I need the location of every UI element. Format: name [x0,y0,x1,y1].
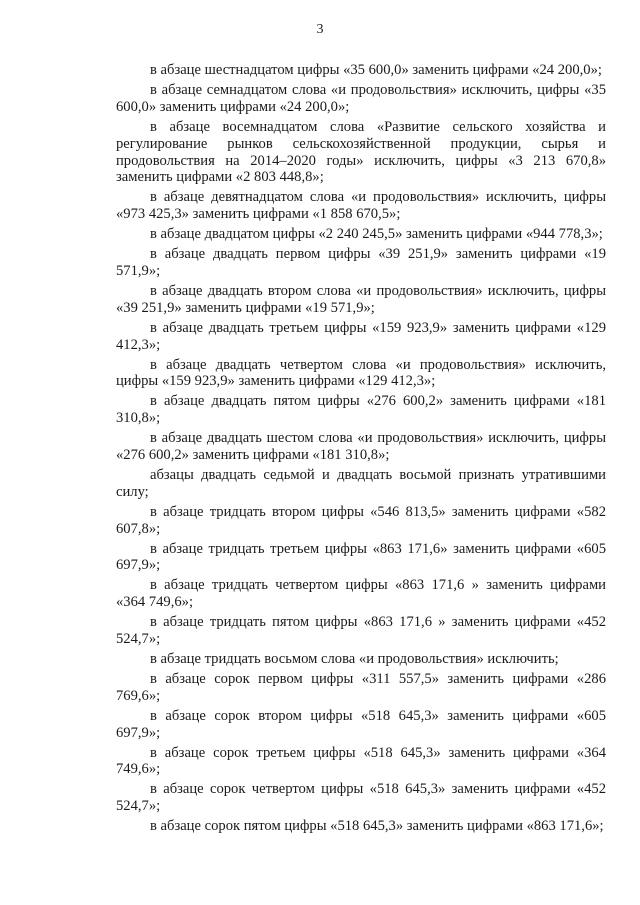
amendment-paragraph: в абзаце сорок четвертом цифры «518 645,3» заменить цифрами «452 524,7»; [116,781,606,815]
amendment-paragraph: в абзаце двадцать четвертом слова «и продовольствия» исключить, цифры «159 923,9» заменить цифрами «129 412,3»; [116,356,606,390]
amendment-paragraph: в абзаце двадцать третьем цифры «159 923,9» заменить цифрами «129 412,3»; [116,319,606,353]
amendment-paragraph: в абзаце шестнадцатом цифры «35 600,0» заменить цифрами «24 200,0»; [150,62,602,78]
amendment-paragraph: в абзаце восемнадцатом слова «Развитие сельского хозяйства и регулирование рынков сельскохозяйственной продукции, сырья и продовольствия на 2014–2020 годы» исключить, цифры «3 213 670,8» заменить цифрами «2 803 448,8»; [116,118,606,186]
amendment-paragraph: в абзаце тридцать пятом цифры «863 171,6 » заменить цифрами «452 524,7»; [116,614,606,648]
amendment-paragraph: в абзаце сорок пятом цифры «518 645,3» заменить цифрами «863 171,6»; [150,818,604,835]
amendment-paragraph: в абзаце двадцатом цифры «2 240 245,5» заменить цифрами «944 778,3»; [150,226,603,243]
amendment-paragraph: в абзаце двадцать первом цифры «39 251,9» заменить цифрами «19 571,9»; [116,246,606,279]
amendment-paragraph: в абзаце двадцать шестом слова «и продовольствия» исключить, цифры «276 600,2» заменить цифрами «181 310,8»; [116,430,606,464]
amendment-paragraph: в абзаце тридцать четвертом цифры «863 171,6 » заменить цифрами «364 749,6»; [116,577,606,611]
amendment-paragraph: в абзаце тридцать третьем цифры «863 171,6» заменить цифрами «605 697,9»; [116,540,606,574]
amendment-paragraph: в абзаце сорок третьем цифры «518 645,3» заменить цифрами «364 749,6»; [116,744,606,778]
amendment-paragraph: абзацы двадцать седьмой и двадцать восьмой признать утратившими силу; [116,466,606,500]
amendment-list [116,62,606,838]
amendment-paragraph: в абзаце сорок первом цифры «311 557,5» заменить цифрами «286 769,6»; [116,670,606,704]
page-number: 3 [316,22,324,37]
amendment-paragraph: в абзаце девятнадцатом слова «и продовольствия» исключить, цифры «973 425,3» заменить цифрами «1 858 670,5»; [116,189,606,223]
amendment-paragraph: в абзаце двадцать пятом цифры «276 600,2» заменить цифрами «181 310,8»; [116,393,606,427]
amendment-paragraph: в абзаце тридцать восьмом слова «и продовольствия» исключить; [150,651,559,667]
amendment-paragraph: в абзаце тридцать втором цифры «546 813,5» заменить цифрами «582 607,8»; [116,503,606,537]
amendment-paragraph: в абзаце сорок втором цифры «518 645,3» заменить цифрами «605 697,9»; [116,707,606,741]
amendment-paragraph: в абзаце семнадцатом слова «и продовольствия» исключить, цифры «35 600,0» заменить цифрами «24 200,0»; [116,81,606,115]
amendment-paragraph: в абзаце двадцать втором слова «и продовольствия» исключить, цифры «39 251,9» заменить цифрами «19 571,9»; [116,282,606,316]
